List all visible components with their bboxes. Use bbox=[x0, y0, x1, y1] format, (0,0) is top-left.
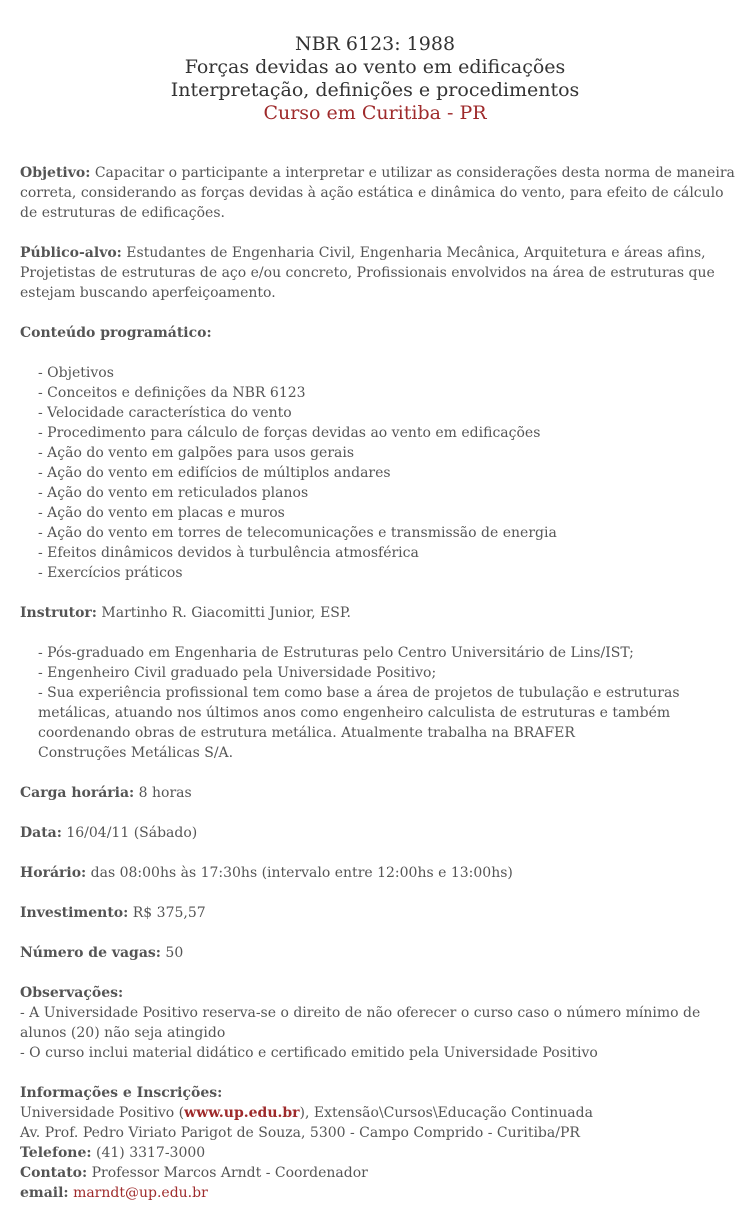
audience-label: Público-alvo: bbox=[20, 245, 122, 261]
syllabus-label: Conteúdo programático: bbox=[20, 325, 212, 341]
email-line bbox=[20, 1183, 735, 1203]
list-item-continuation: coordenando obras de estrutura metálica. Atualmente trabalha na BRAFER bbox=[38, 725, 575, 741]
audience-section bbox=[20, 243, 735, 303]
date-row bbox=[20, 823, 735, 843]
contact-heading bbox=[20, 1083, 735, 1103]
list-item: - Exercícios práticos bbox=[38, 565, 183, 581]
seats-label: Número de vagas: bbox=[20, 945, 161, 961]
list-item: - Ação do vento em placas e muros bbox=[38, 505, 285, 521]
course-subtitle-2: Interpretação, definições e procedimentos bbox=[170, 79, 580, 101]
contact-line bbox=[20, 1163, 735, 1183]
standard-title: NBR 6123: 1988 bbox=[294, 33, 456, 55]
list-item-continuation: metálicas, atuando nos últimos anos como engenheiro calculista de estruturas e também bbox=[38, 705, 671, 721]
university-line bbox=[20, 1103, 735, 1123]
list-item: - Pós-graduado em Engenharia de Estruturas pelo Centro Universitário de Lins/IST; bbox=[38, 645, 634, 661]
course-header bbox=[0, 33, 750, 125]
objective-label: Objetivo: bbox=[20, 165, 91, 181]
phone-value: (41) 3317-3000 bbox=[91, 1145, 206, 1161]
instructor-label: Instrutor: bbox=[20, 605, 97, 621]
objective-section bbox=[20, 163, 735, 223]
email-link[interactable]: marndt@up.edu.br bbox=[73, 1185, 208, 1201]
workload-row bbox=[20, 783, 735, 803]
syllabus-heading bbox=[20, 323, 735, 343]
phone-line bbox=[20, 1143, 735, 1163]
date-label: Data: bbox=[20, 825, 62, 841]
instructor-bio-list bbox=[20, 643, 735, 763]
phone-label: Telefone: bbox=[20, 1145, 92, 1161]
notes-heading bbox=[20, 983, 735, 1003]
address-line: Av. Prof. Pedro Viriato Parigot de Souza, 5300 - Campo Comprido - Curitiba/PR bbox=[20, 1125, 580, 1141]
email-label: email: bbox=[20, 1185, 69, 1201]
university-website-link[interactable]: www.up.edu.br bbox=[184, 1105, 300, 1121]
contact-value: Professor Marcos Arndt - Coordenador bbox=[87, 1165, 368, 1181]
course-details bbox=[20, 163, 735, 1203]
date-value: 16/04/11 (Sábado) bbox=[61, 825, 198, 841]
list-item: - Procedimento para cálculo de forças devidas ao vento em edificações bbox=[38, 425, 541, 441]
list-item: - Efeitos dinâmicos devidos à turbulência atmosférica bbox=[38, 545, 419, 561]
objective-text: Capacitar o participante a interpretar e utilizar as considerações desta norma de maneira correta, considerando as forças devidas à ação estática e dinâmica do vento, para efeito de cálculo de estruturas de edificações. bbox=[20, 165, 735, 221]
university-post: ), Extensão\Cursos\Educação Continuada bbox=[299, 1105, 593, 1121]
list-item: - Ação do vento em galpões para usos gerais bbox=[38, 445, 355, 461]
list-item-continuation: Construções Metálicas S/A. bbox=[38, 745, 234, 761]
instructor-section bbox=[20, 603, 735, 623]
audience-text: Estudantes de Engenharia Civil, Engenharia Mecânica, Arquitetura e áreas afins, Projetistas de estruturas de aço e/ou concreto, Profissionais envolvidos na área de estruturas que estejam buscando aperfeiçoamento. bbox=[20, 245, 715, 301]
list-item: - Conceitos e definições da NBR 6123 bbox=[38, 385, 306, 401]
price-row bbox=[20, 903, 735, 923]
contact-info-label: Informações e Inscrições: bbox=[20, 1085, 223, 1101]
notes-label: Observações: bbox=[20, 985, 124, 1001]
course-subtitle: Forças devidas ao vento em edificações bbox=[184, 56, 566, 78]
university-pre: Universidade Positivo ( bbox=[20, 1105, 185, 1121]
seats-row bbox=[20, 943, 735, 963]
list-item: - Ação do vento em reticulados planos bbox=[38, 485, 309, 501]
note-item: - O curso inclui material didático e certificado emitido pela Universidade Positivo bbox=[20, 1045, 598, 1061]
list-item: - Sua experiência profissional tem como base a área de projetos de tubulação e estruturas bbox=[38, 685, 680, 701]
list-item: - Ação do vento em torres de telecomunicações e transmissão de energia bbox=[38, 525, 557, 541]
list-item: - Ação do vento em edifícios de múltiplos andares bbox=[38, 465, 391, 481]
schedule-label: Horário: bbox=[20, 865, 87, 881]
list-item: - Velocidade característica do vento bbox=[38, 405, 292, 421]
course-location: Curso em Curitiba - PR bbox=[263, 102, 487, 124]
contact-label: Contato: bbox=[20, 1165, 88, 1181]
price-value: R$ 375,57 bbox=[128, 905, 206, 921]
instructor-name: Martinho R. Giacomitti Junior, ESP. bbox=[96, 605, 351, 621]
workload-value: 8 horas bbox=[134, 785, 192, 801]
list-item: - Objetivos bbox=[38, 365, 114, 381]
schedule-value: das 08:00hs às 17:30hs (intervalo entre 12:00hs e 13:00hs) bbox=[86, 865, 513, 881]
workload-label: Carga horária: bbox=[20, 785, 135, 801]
seats-value: 50 bbox=[160, 945, 184, 961]
syllabus-list bbox=[20, 363, 735, 583]
schedule-row bbox=[20, 863, 735, 883]
price-label: Investimento: bbox=[20, 905, 129, 921]
list-item: - Engenheiro Civil graduado pela Universidade Positivo; bbox=[38, 665, 437, 681]
note-item: - A Universidade Positivo reserva-se o direito de não oferecer o curso caso o número mínimo de alunos (20) não seja atingido bbox=[20, 1005, 701, 1041]
